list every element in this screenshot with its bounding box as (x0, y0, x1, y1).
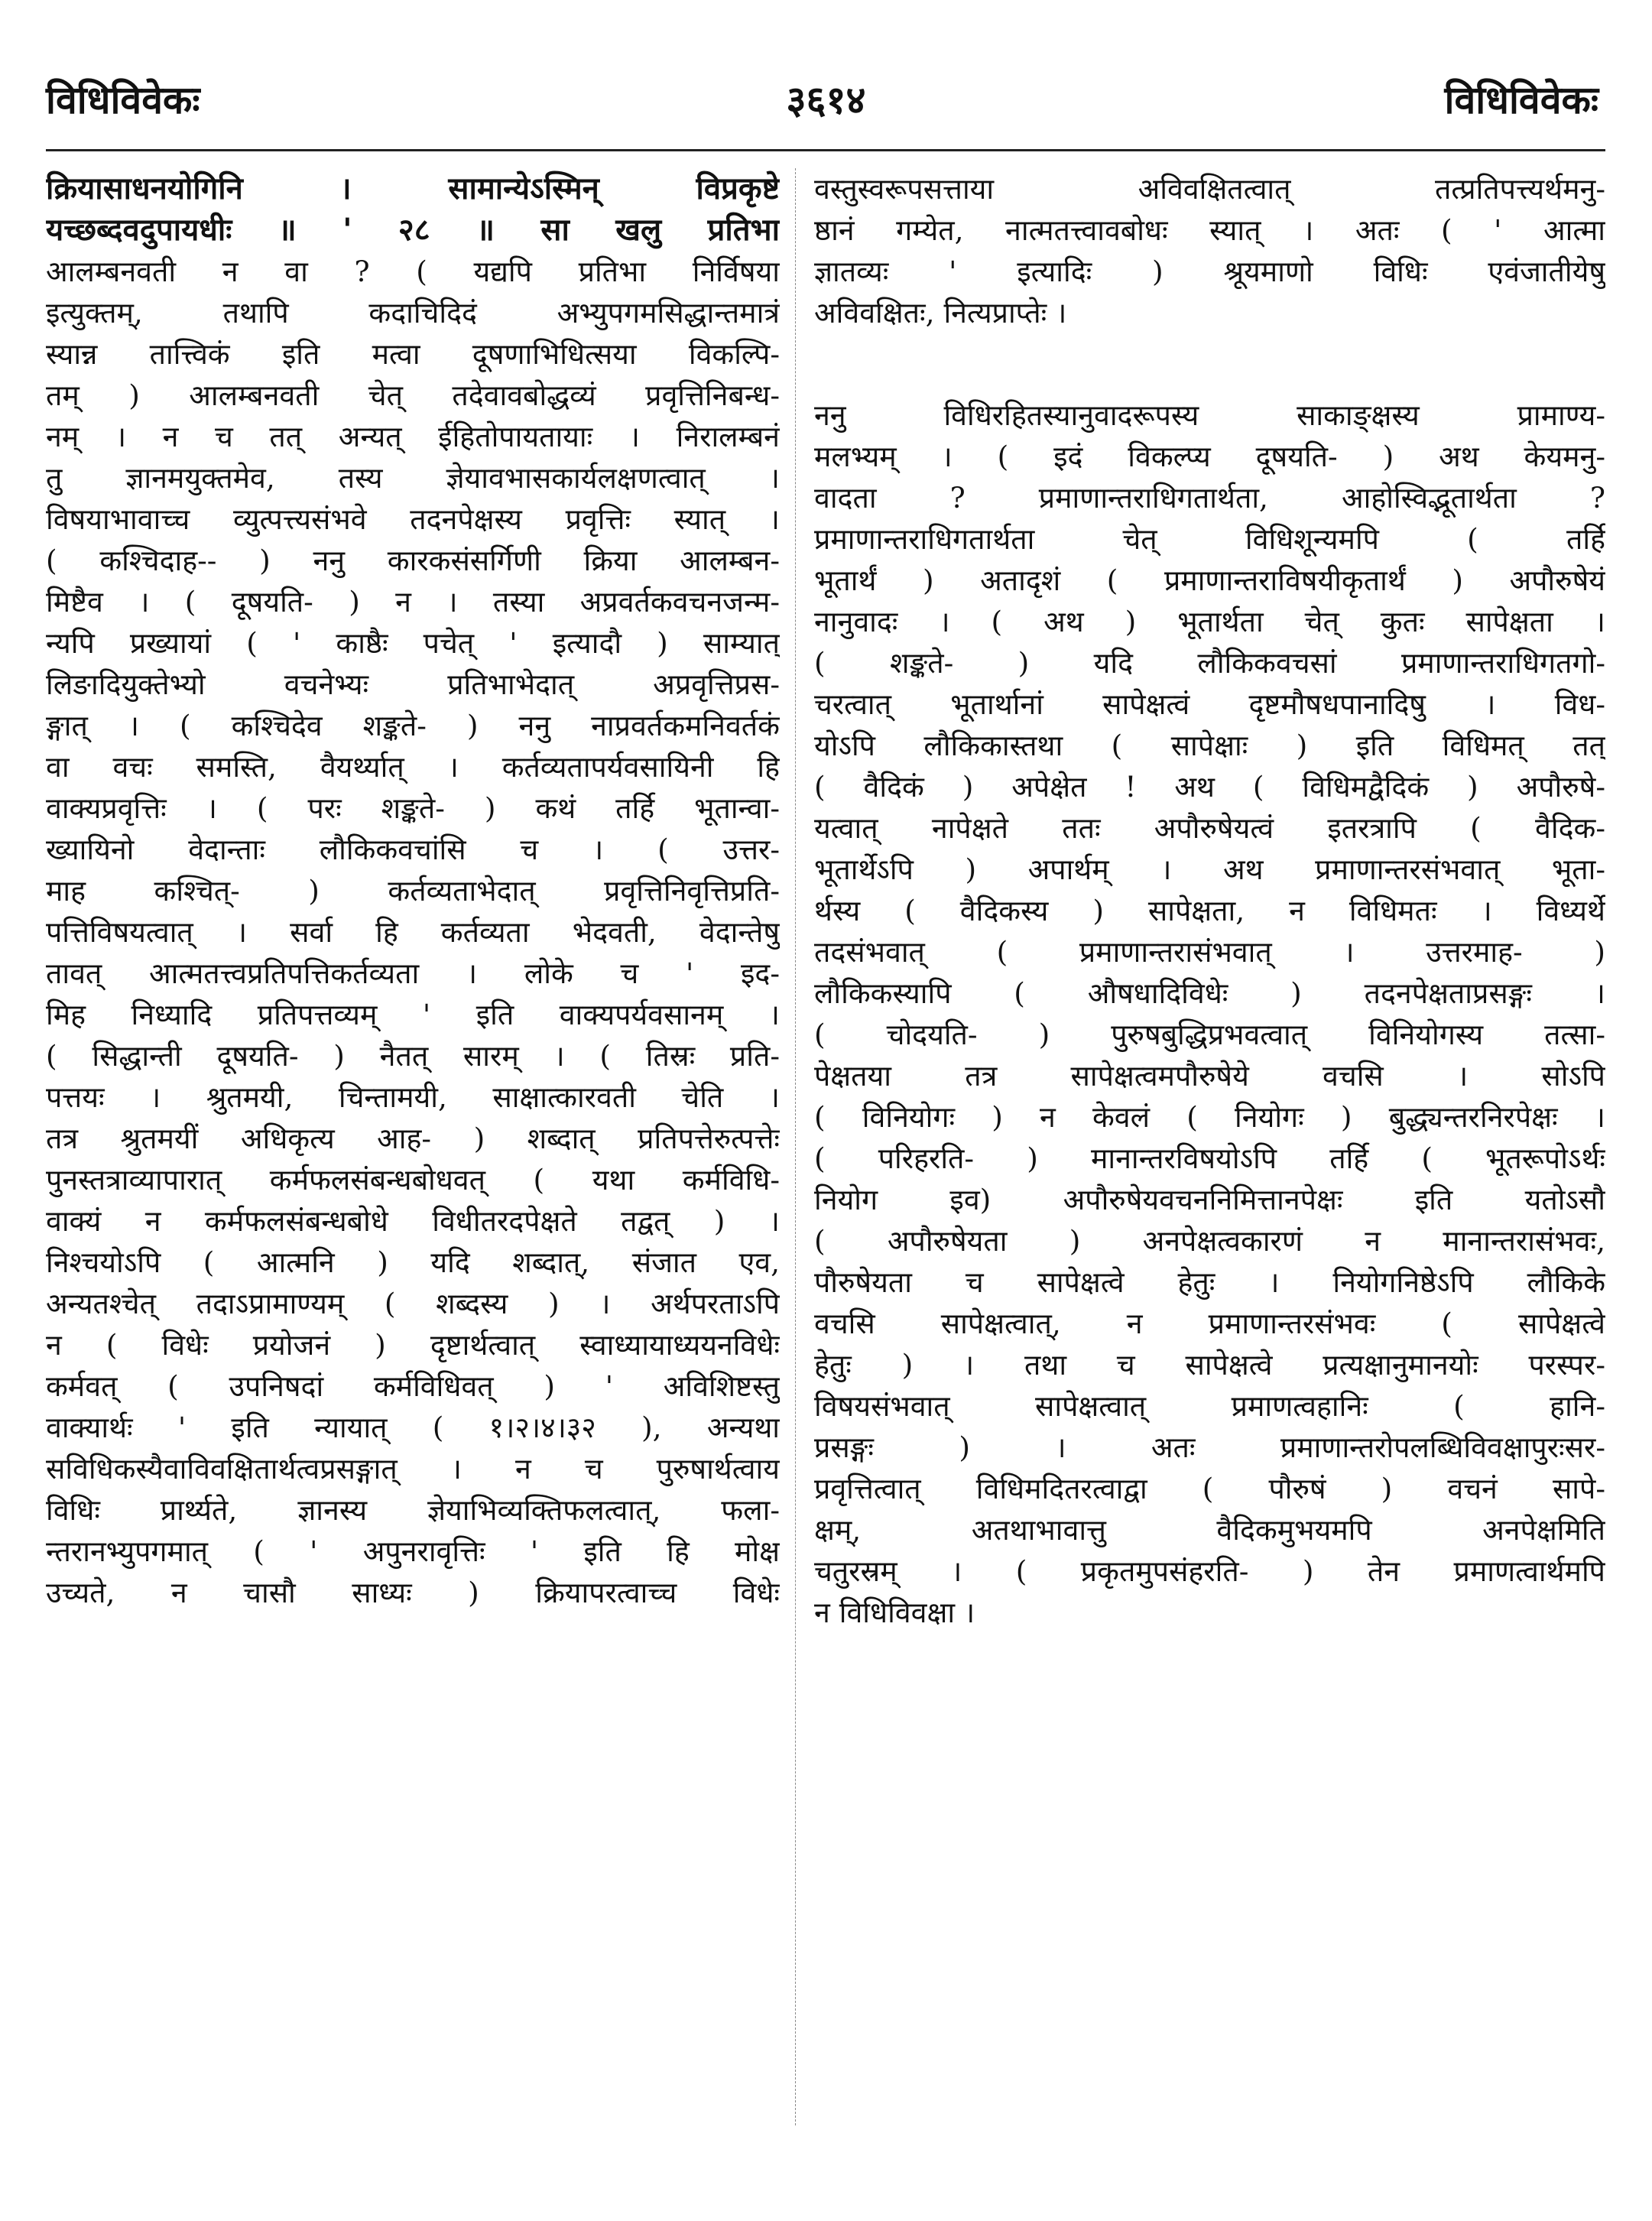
text-line: स्यान्न तात्त्विकं इति मत्वा दूषणाभिधित्सया विकल्पि- (46, 337, 780, 371)
text-line: आलम्बनवती न वा ? ( यद्यपि प्रतिभा निर्विषया (46, 255, 780, 288)
text-line: निश्चयोऽपि ( आत्मनि ) यदि शब्दात्, संजात एव, (46, 1245, 780, 1279)
text-line: वाक्यप्रवृत्तिः । ( परः शङ्कते- ) कथं तर्हि भूतान्वा- (46, 791, 780, 825)
text-line: ( विनियोगः ) न केवलं ( नियोगः ) बुद्ध्यन्तरनिरपेक्षः । (814, 1100, 1605, 1134)
text-line: क्रियासाधनयोगिनि । सामान्येऽस्मिन् विप्रकृष्टे (46, 170, 780, 206)
text-line: ( सिद्धान्ती दूषयति- ) नैतत् सारम् । ( तिस्रः प्रति- (46, 1039, 780, 1073)
text-line: नम् । न च तत् अन्यत् ईहितोपायतायाः । निरालम्बनं (46, 420, 780, 453)
text-line: कर्मवत् ( उपनिषदां कर्मविधिवत् ) ' अविशिष्टस्तु (46, 1369, 780, 1403)
text-line: लिङादियुक्तेभ्यो वचनेभ्यः प्रतिभाभेदात् अप्रवृत्तिप्रस- (46, 667, 780, 701)
text-line: नियोग इव) अपौरुषेयवचननिमित्तानपेक्षः इति यतोऽसौ (814, 1183, 1605, 1216)
text-line: मलभ्यम् । ( इदं विकल्प्य दूषयति- ) अथ केयमनु- (814, 440, 1605, 473)
text-line: तु ज्ञानमयुक्तमेव, तस्य ज्ञेयावभासकार्यलक्षणत्वात् । (46, 461, 780, 495)
text-line: न्यपि प्रख्यायां ( ' काष्ठैः पचेत् ' इत्यादौ ) साम्यात् (46, 626, 780, 660)
text-line: र्थस्य ( वैदिकस्य ) सापेक्षता, न विधिमतः । विध्यर्थे (814, 894, 1605, 927)
text-line: वस्तुस्वरूपसत्ताया अविवक्षितत्वात् तत्प्रतिपत्त्यर्थमनु- (814, 172, 1605, 206)
running-title-right: विधिविवेकः (1444, 77, 1598, 122)
text-line: उच्यते, न चासौ साध्यः ) क्रियापरत्वाच्च विधेः (46, 1576, 780, 1609)
text-line: नानुवादः । ( अथ ) भूतार्थता चेत् कुतः सापेक्षता । (814, 605, 1605, 638)
right-column (814, 168, 1605, 1633)
text-line: न्तरानभ्युपगमात् ( ' अपुनरावृत्तिः ' इति हि मोक्ष (46, 1534, 780, 1568)
text-line: न विधिविवक्षा । (814, 1596, 975, 1629)
text-line: पेक्षतया तत्र सापेक्षत्वमपौरुषेये वचसि । सोऽपि (814, 1059, 1605, 1093)
text-line: वाक्यार्थः ' इति न्यायात् ( १।२।४।३२ ), अन्यथा (46, 1411, 780, 1444)
text-line: चरत्वात् भूतार्थानां सापेक्षत्वं दृष्टमौषधपानादिषु । विध- (814, 687, 1605, 721)
text-line: तम् ) आलम्बनवती चेत् तदेवावबोद्धव्यं प्रवृत्तिनिबन्ध- (46, 378, 780, 412)
text-line: हेतुः ) । तथा च सापेक्षत्वे प्रत्यक्षानुमानयोः परस्पर- (814, 1348, 1605, 1382)
text-line: माह कश्चित्- ) कर्तव्यताभेदात् प्रवृत्तिनिवृत्तिप्रति- (46, 874, 780, 908)
text-line: पत्तयः । श्रुतमयी, चिन्तामयी, साक्षात्कारवती चेति । (46, 1080, 780, 1114)
text-line: भूतार्थं ) अतादृशं ( प्रमाणान्तराविषयीकृतार्थं ) अपौरुषेयं (814, 563, 1605, 597)
text-line: मिह निध्यादि प्रतिपत्तव्यम् ' इति वाक्यपर्यवसानम् । (46, 998, 780, 1031)
text-line: यच्छब्दवदुपायधीः ॥ ' २८ ॥ सा खलु प्रतिभा (46, 212, 780, 248)
text-line: पौरुषेयता च सापेक्षत्वे हेतुः । नियोगनिष्ठेऽपि लौकिके (814, 1265, 1605, 1299)
page-number: ३६१४ (786, 77, 866, 122)
text-line: विधिः प्रार्थ्यते, ज्ञानस्य ज्ञेयाभिव्यक्तिफलत्वात्, फला- (46, 1493, 780, 1527)
text-line: तत्र श्रुतमयीं अधिकृत्य आह- ) शब्दात् प्रतिपत्तेरुत्पत्तेः (46, 1122, 780, 1155)
text-line: लौकिकस्यापि ( औषधादिविधेः ) तदनपेक्षताप्रसङ्गः । (814, 976, 1605, 1010)
text-line: वा वचः समस्ति, वैयर्थ्यात् । कर्तव्यतापर्यवसायिनी हि (46, 750, 780, 784)
text-line: वादता ? प्रमाणान्तराधिगतार्थता, आहोस्विद्भूतार्थता ? (814, 481, 1605, 515)
running-title-left: विधिविवेकः (46, 77, 200, 122)
text-line: चतुरस्रम् । ( प्रकृतमुपसंहरति- ) तेन प्रमाणत्वार्थमपि (814, 1554, 1605, 1588)
text-line: वचसि सापेक्षत्वात्, न प्रमाणान्तरसंभवः ( सापेक्षत्वे (814, 1307, 1605, 1340)
text-line: पुनस्तत्राव्यापारात् कर्मफलसंबन्धबोधवत् ( यथा कर्मविधि- (46, 1163, 780, 1197)
header-rule (46, 149, 1605, 151)
text-line: विषयाभावाच्च व्युत्पत्त्यसंभवे तदनपेक्षस्य प्रवृत्तिः स्यात् । (46, 502, 780, 536)
text-line: भूतार्थेऽपि ) अपार्थम् । अथ प्रमाणान्तरसंभवात् भूता- (814, 852, 1605, 886)
text-line: क्षम्, अतथाभावात्तु वैदिकमुभयमपि अनपेक्षमिति (814, 1513, 1605, 1547)
text-line: ( शङ्कते- ) यदि लौकिकवचसां प्रमाणान्तराधिगतगो- (814, 646, 1605, 680)
text-line: न ( विधेः प्रयोजनं ) दृष्टार्थत्वात् स्वाध्यायाध्ययनविधेः (46, 1328, 780, 1362)
text-line: तावत् आत्मतत्त्वप्रतिपत्तिकर्तव्यता । लोके च ' इद- (46, 956, 780, 990)
text-line: पत्तिविषयत्वात् । सर्वा हि कर्तव्यता भेदवती, वेदान्तेषु (46, 915, 780, 949)
text-line: प्रसङ्गः ) । अतः प्रमाणान्तरोपलब्धिविवक्षापुरःसर- (814, 1430, 1605, 1464)
text-line: ( परिहरति- ) मानान्तरविषयोऽपि तर्हि ( भूतरूपोऽर्थः (814, 1141, 1605, 1175)
text-line: ज्ञातव्यः ' इत्यादिः ) श्रूयमाणो विधिः एवंजातीयेषु (814, 255, 1605, 288)
text-line: ( अपौरुषेयता ) अनपेक्षत्वकारणं न मानान्तरासंभवः, (814, 1224, 1605, 1258)
text-line: ( कश्चिदाह-- ) ननु कारकसंसर्गिणी क्रिया आलम्बन- (46, 544, 780, 577)
paragraph-gap (814, 333, 1605, 395)
text-line: अविवक्षितः, नित्यप्राप्तेः । (814, 296, 1067, 330)
page-header (0, 73, 1652, 134)
text-line: ( चोदयति- ) पुरुषबुद्धिप्रभवत्वात् विनियोगस्य तत्सा- (814, 1018, 1605, 1051)
text-line: वाक्यं न कर्मफलसंबन्धबोधे विधीतरदपेक्षते तद्वत् ) । (46, 1204, 780, 1238)
text-line: योऽपि लौकिकास्तथा ( सापेक्षाः ) इति विधिमत् तत् (814, 729, 1605, 762)
text-line: ष्ठानं गम्येत, नात्मतत्त्वावबोधः स्यात् । अतः ( ' आत्मा (814, 213, 1605, 247)
text-line: यत्वात् नापेक्षते ततः अपौरुषेयत्वं इतरत्रापि ( वैदिक- (814, 811, 1605, 845)
column-divider (795, 168, 796, 2125)
text-line: ङ्गात् । ( कश्चिदेव शङ्कते- ) ननु नाप्रवर्तकमनिवर्तकं (46, 709, 780, 742)
text-line: ख्यायिनो वेदान्ताः लौकिकवचांसि च । ( उत्तर- (46, 833, 780, 866)
text-line: विषयसंभवात् सापेक्षत्वात् प्रमाणत्वहानिः ( हानि- (814, 1389, 1605, 1423)
text-line: इत्युक्तम्, तथापि कदाचिदिदं अभ्युपगमसिद्धान्तमात्रं (46, 296, 780, 330)
text-line: ननु विधिरहितस्यानुवादरूपस्य साकाङ्क्षस्य प्रामाण्य- (814, 398, 1605, 432)
text-line: मिष्टैव । ( दूषयति- ) न । तस्या अप्रवर्तकवचनजन्म- (46, 585, 780, 619)
text-line: सविधिकस्यैवाविवक्षितार्थत्वप्रसङ्गात् । न च पुरुषार्थत्वाय (46, 1452, 780, 1486)
text-line: प्रमाणान्तराधिगतार्थता चेत् विधिशून्यमपि ( तर्हि (814, 522, 1605, 556)
text-line: तदसंभवात् ( प्रमाणान्तरासंभवात् । उत्तरमाह- ) (814, 935, 1605, 969)
text-line: ( वैदिकं ) अपेक्षेत ! अथ ( विधिमद्वैदिकं ) अपौरुषे- (814, 770, 1605, 804)
text-line: प्रवृत्तित्वात् विधिमदितरत्वाद्वा ( पौरुषं ) वचनं सापे- (814, 1472, 1605, 1505)
text-line: अन्यतश्चेत् तदाऽप्रामाण्यम् ( शब्दस्य ) । अर्थपरताऽपि (46, 1287, 780, 1320)
left-column (46, 168, 780, 1613)
